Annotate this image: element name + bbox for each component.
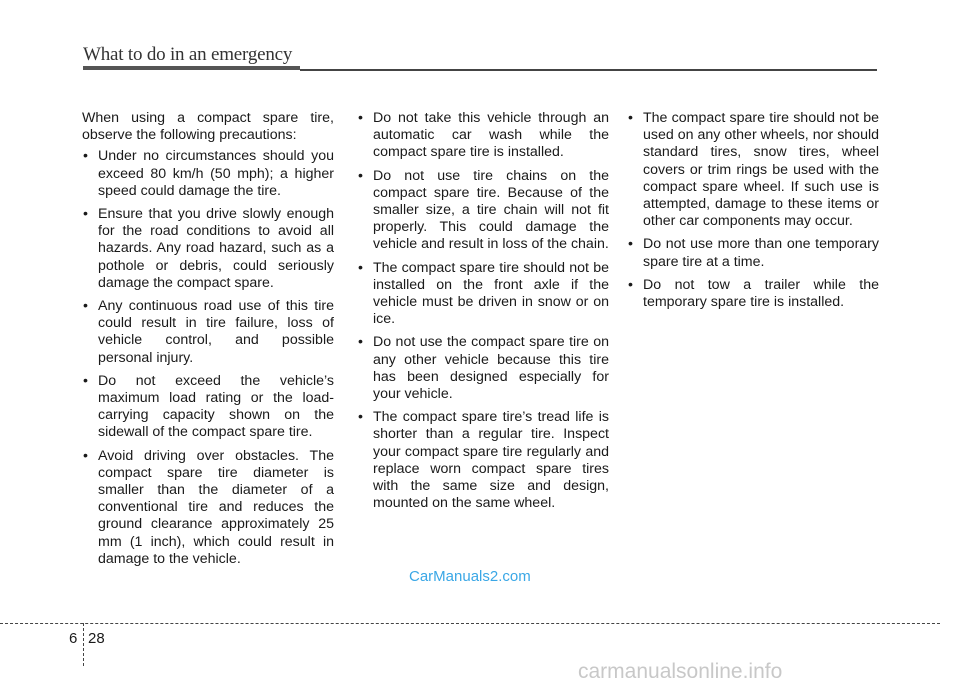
list-item: • Do not use the compact spare tire on any other vehicle because this tire has been designed especially for your vehicle.: [357, 334, 609, 403]
list-item: • Ensure that you drive slowly enough for the road conditions to avoid all hazards. Any road hazard, such as a pothole or debris, could seriously damage the compact spare.: [82, 206, 334, 292]
list-item: • Do not use tire chains on the compact spare tire. Because of the smaller size, a tire chain will not fit properly. This could damage the vehicle and result in loss of the chain.: [357, 168, 609, 254]
site-watermark: carmanualsonline.info: [578, 660, 783, 683]
watermark-link[interactable]: CarManuals2.com: [409, 568, 531, 585]
list-item: • Avoid driving over obstacles. The compact spare tire diameter is smaller than the diameter of a conventional tire and reduces the ground clearance approximately 25 mm (1 inch), which could result in damage to the vehicle.: [82, 448, 334, 568]
list-item: • Do not use more than one temporary spare tire at a time.: [627, 236, 879, 270]
chapter-number: 6: [69, 630, 78, 647]
text-column-2: [357, 110, 609, 518]
list-item: • The compact spare tire’s tread life is shorter than a regular tire. Inspect your compact spare tire regularly and replace worn compact spare tires with the same size and design, mounted on the same wheel.: [357, 409, 609, 512]
intro-paragraph: When using a compact spare tire, observe the following precautions:: [82, 110, 334, 144]
list-item: • Do not exceed the vehicle’s maximum load rating or the load-carrying capacity shown on the sidewall of the compact spare tire.: [82, 373, 334, 442]
precaution-list: [357, 110, 609, 512]
precaution-list: [82, 148, 334, 568]
page-number: 28: [88, 630, 105, 647]
list-item: • Do not take this vehicle through an automatic car wash while the compact spare tire is installed.: [357, 110, 609, 162]
header-rule: [300, 69, 877, 71]
footer-divider: [0, 623, 940, 624]
text-column-3: [627, 110, 879, 317]
list-item: • The compact spare tire should not be installed on the front axle if the vehicle must be driven in snow or on ice.: [357, 260, 609, 329]
section-title: What to do in an emergency: [83, 44, 293, 65]
header-rule-accent: [83, 66, 300, 70]
precaution-list: [627, 110, 879, 311]
list-item: • Any continuous road use of this tire could result in tire failure, loss of vehicle control, and possible personal injury.: [82, 298, 334, 367]
list-item: • Under no circumstances should you exceed 80 km/h (50 mph); a higher speed could damage the tire.: [82, 148, 334, 200]
list-item: • The compact spare tire should not be used on any other wheels, nor should standard tires, snow tires, wheel covers or trim rings be used with the compact spare wheel. If such use is attempted, damage to these items or other car components may occur.: [627, 110, 879, 230]
page-number-divider: [83, 623, 84, 666]
text-column-1: [82, 110, 334, 574]
list-item: • Do not tow a trailer while the temporary spare tire is installed.: [627, 277, 879, 311]
